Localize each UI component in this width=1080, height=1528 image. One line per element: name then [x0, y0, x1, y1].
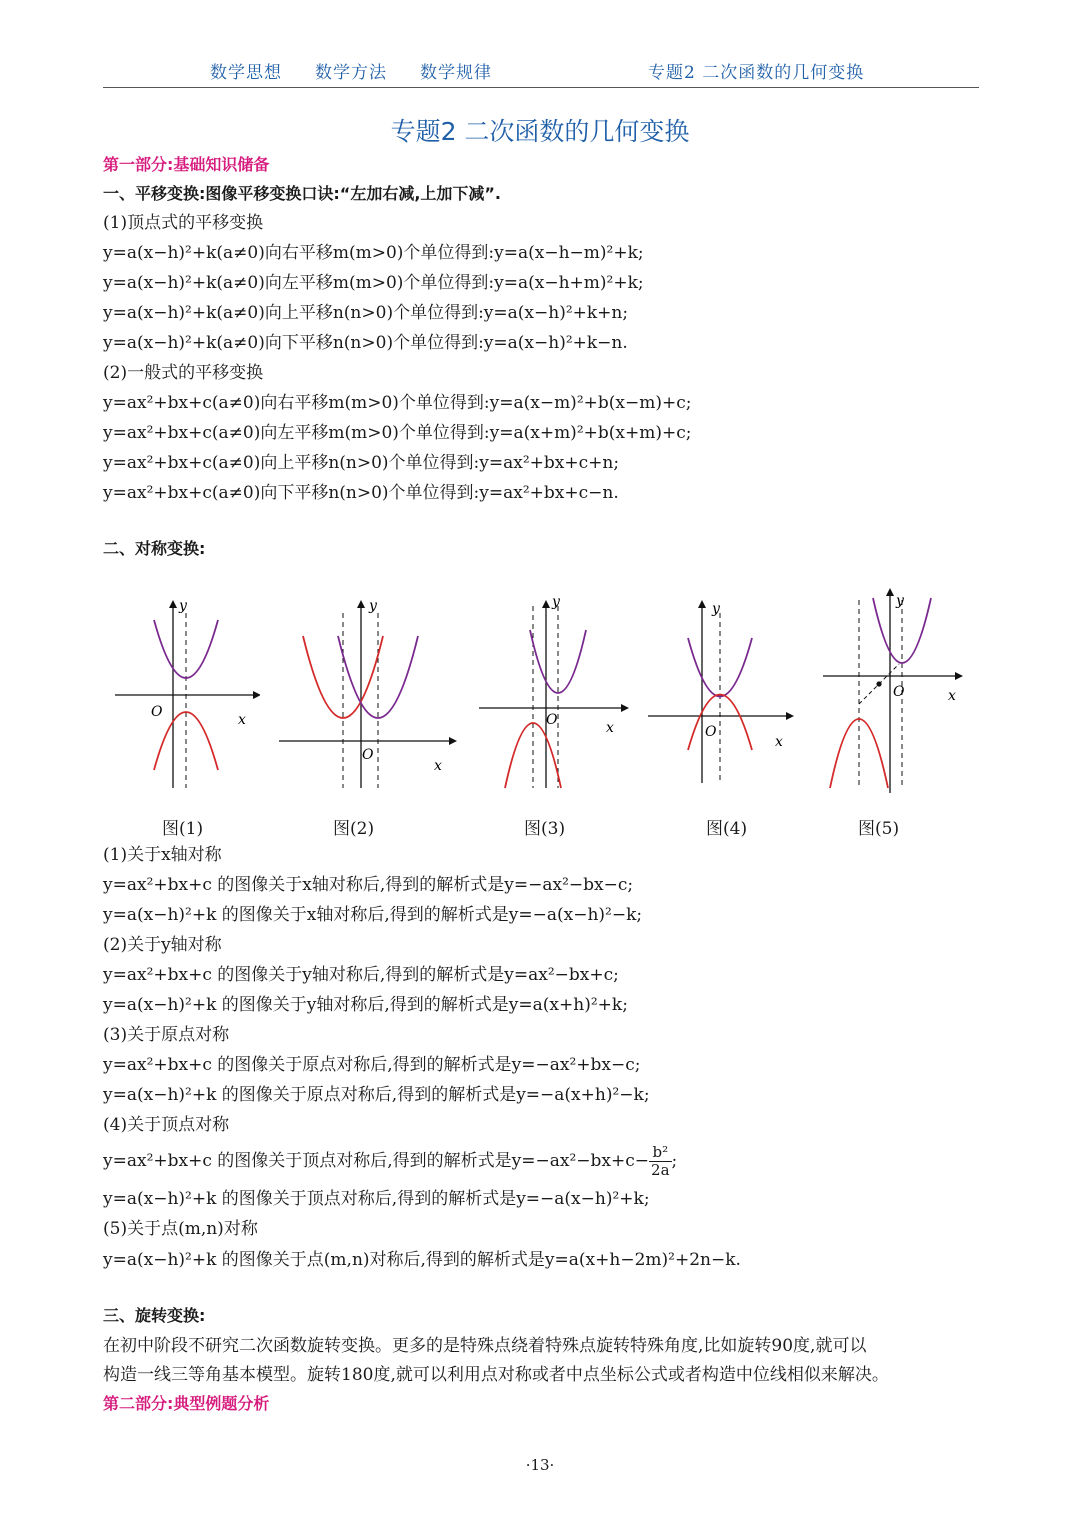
x-axis-arrow [621, 704, 629, 712]
y-label: y [896, 593, 904, 610]
y-label: y [552, 594, 560, 610]
fraction-b2-over-2a [649, 1144, 672, 1179]
fraction-denominator: 2a [651, 1161, 670, 1179]
origin-symmetry-general: y=ax²+bx+c 的图像关于原点对称后,得到的解析式是y=−ax²+bx−c; [103, 1055, 641, 1075]
vertex-form-subheading: (1)顶点式的平移变换 [103, 213, 264, 233]
part-two-heading: 第二部分:典型例题分析 [103, 1394, 270, 1413]
general-rule-down: y=ax²+bx+c(a≠0)向下平移n(n>0)个单位得到:y=ax²+bx+c−n. [103, 483, 619, 503]
x-label: x [948, 688, 956, 704]
figure-2 [276, 588, 461, 798]
y-label: y [712, 601, 720, 617]
x-axis-arrow [253, 691, 260, 699]
x-label: x [238, 712, 246, 728]
origin-label: O [546, 712, 558, 728]
vertex-symmetry-vertex: y=a(x−h)²+k 的图像关于顶点对称后,得到的解析式是y=−a(x−h)²+k; [103, 1189, 650, 1209]
general-rule-right: y=ax²+bx+c(a≠0)向右平移m(m>0)个单位得到:y=a(x−m)²+b(x−m)+c; [103, 393, 692, 413]
origin-symmetry-subheading: (3)关于原点对称 [103, 1025, 230, 1045]
y-axis-arrow [357, 600, 365, 608]
rotation-heading: 三、旋转变换: [103, 1306, 206, 1325]
header-topic-3: 数学规律 [420, 63, 492, 83]
x-axis-arrow [786, 712, 794, 720]
rotation-paragraph-line-1: 在初中阶段不研究二次函数旋转变换。更多的是特殊点绕着特殊点旋转特殊角度,比如旋转90度,就可以 [103, 1336, 867, 1356]
x-label: x [434, 758, 442, 774]
x-label: x [606, 720, 614, 736]
fraction-numerator: b² [649, 1144, 672, 1162]
figure-3 [476, 588, 636, 798]
origin-label: O [362, 747, 374, 763]
header-rule [103, 87, 979, 88]
vertex-rule-up: y=a(x−h)²+k(a≠0)向上平移n(n>0)个单位得到:y=a(x−h)²+k+n; [103, 303, 629, 323]
symmetry-center-point [876, 681, 881, 686]
general-rule-left: y=ax²+bx+c(a≠0)向左平移m(m>0)个单位得到:y=a(x+m)²+b(x+m)+c; [103, 423, 692, 443]
origin-symmetry-vertex: y=a(x−h)²+k 的图像关于原点对称后,得到的解析式是y=−a(x+h)²−k; [103, 1085, 650, 1105]
origin-label: O [705, 724, 717, 740]
y-axis-symmetry-general: y=ax²+bx+c 的图像关于y轴对称后,得到的解析式是y=ax²−bx+c; [103, 965, 619, 985]
vertex-rule-down: y=a(x−h)²+k(a≠0)向下平移n(n>0)个单位得到:y=a(x−h)²+k−n. [103, 333, 628, 353]
page-title: 专题2 二次函数的几何变换 [390, 117, 690, 146]
figure-1 [110, 588, 260, 798]
caption-figure-2: 图(2) [333, 819, 375, 839]
x-axis-arrow [449, 737, 457, 745]
y-axis-arrow [169, 600, 177, 608]
y-label: y [369, 598, 377, 614]
vertex-symmetry-subheading: (4)关于顶点对称 [103, 1115, 230, 1135]
vertex-rule-left: y=a(x−h)²+k(a≠0)向左平移m(m>0)个单位得到:y=a(x−h+m)²+k; [103, 273, 644, 293]
y-label: y [179, 598, 187, 614]
x-axis-arrow [955, 672, 963, 680]
y-axis-arrow [698, 600, 706, 608]
x-axis-symmetry-vertex: y=a(x−h)²+k 的图像关于x轴对称后,得到的解析式是y=−a(x−h)²−k; [103, 905, 643, 925]
vertex-symmetry-general-text: y=ax²+bx+c 的图像关于顶点对称后,得到的解析式是y=−ax²−bx+c− [103, 1151, 650, 1171]
y-axis-symmetry-subheading: (2)关于y轴对称 [103, 935, 222, 955]
caption-figure-1: 图(1) [162, 819, 204, 839]
page-number: ·13· [525, 1456, 555, 1474]
figure-4 [645, 588, 800, 798]
translation-heading: 一、平移变换:图像平移变换口诀:“左加右减,上加下减”. [103, 184, 501, 203]
figure-5 [820, 588, 970, 798]
part-one-heading: 第一部分:基础知识储备 [103, 155, 270, 174]
y-axis-symmetry-vertex: y=a(x−h)²+k 的图像关于y轴对称后,得到的解析式是y=a(x+h)²+k; [103, 995, 628, 1015]
vertex-symmetry-general [103, 1141, 677, 1181]
x-axis-symmetry-subheading: (1)关于x轴对称 [103, 845, 222, 865]
header-chapter: 专题2 二次函数的几何变换 [648, 63, 865, 83]
general-form-subheading: (2)一般式的平移变换 [103, 363, 264, 383]
header-topic-2: 数学方法 [315, 63, 387, 83]
general-rule-up: y=ax²+bx+c(a≠0)向上平移n(n>0)个单位得到:y=ax²+bx+c+n; [103, 453, 620, 473]
point-symmetry-vertex: y=a(x−h)²+k 的图像关于点(m,n)对称后,得到的解析式是y=a(x+h−2m)²+2n−k. [103, 1250, 741, 1270]
point-symmetry-subheading: (5)关于点(m,n)对称 [103, 1219, 258, 1239]
y-axis-arrow [542, 600, 550, 608]
symmetry-heading: 二、对称变换: [103, 539, 206, 558]
rotation-paragraph-line-2: 构造一线三等角基本模型。旋转180度,就可以利用点对称或者中点坐标公式或者构造中位线相似来解决。 [103, 1365, 889, 1385]
origin-label: O [893, 684, 905, 700]
caption-figure-5: 图(5) [858, 819, 900, 839]
origin-label: O [151, 704, 163, 720]
x-label: x [775, 734, 783, 750]
y-axis-arrow [886, 588, 894, 596]
x-axis-symmetry-general: y=ax²+bx+c 的图像关于x轴对称后,得到的解析式是y=−ax²−bx−c; [103, 875, 634, 895]
caption-figure-3: 图(3) [524, 819, 566, 839]
vertex-rule-right: y=a(x−h)²+k(a≠0)向右平移m(m>0)个单位得到:y=a(x−h−m)²+k; [103, 243, 644, 263]
caption-figure-4: 图(4) [706, 819, 748, 839]
header-topic-1: 数学思想 [210, 63, 282, 83]
vertex-symmetry-general-end: ; [671, 1151, 678, 1171]
